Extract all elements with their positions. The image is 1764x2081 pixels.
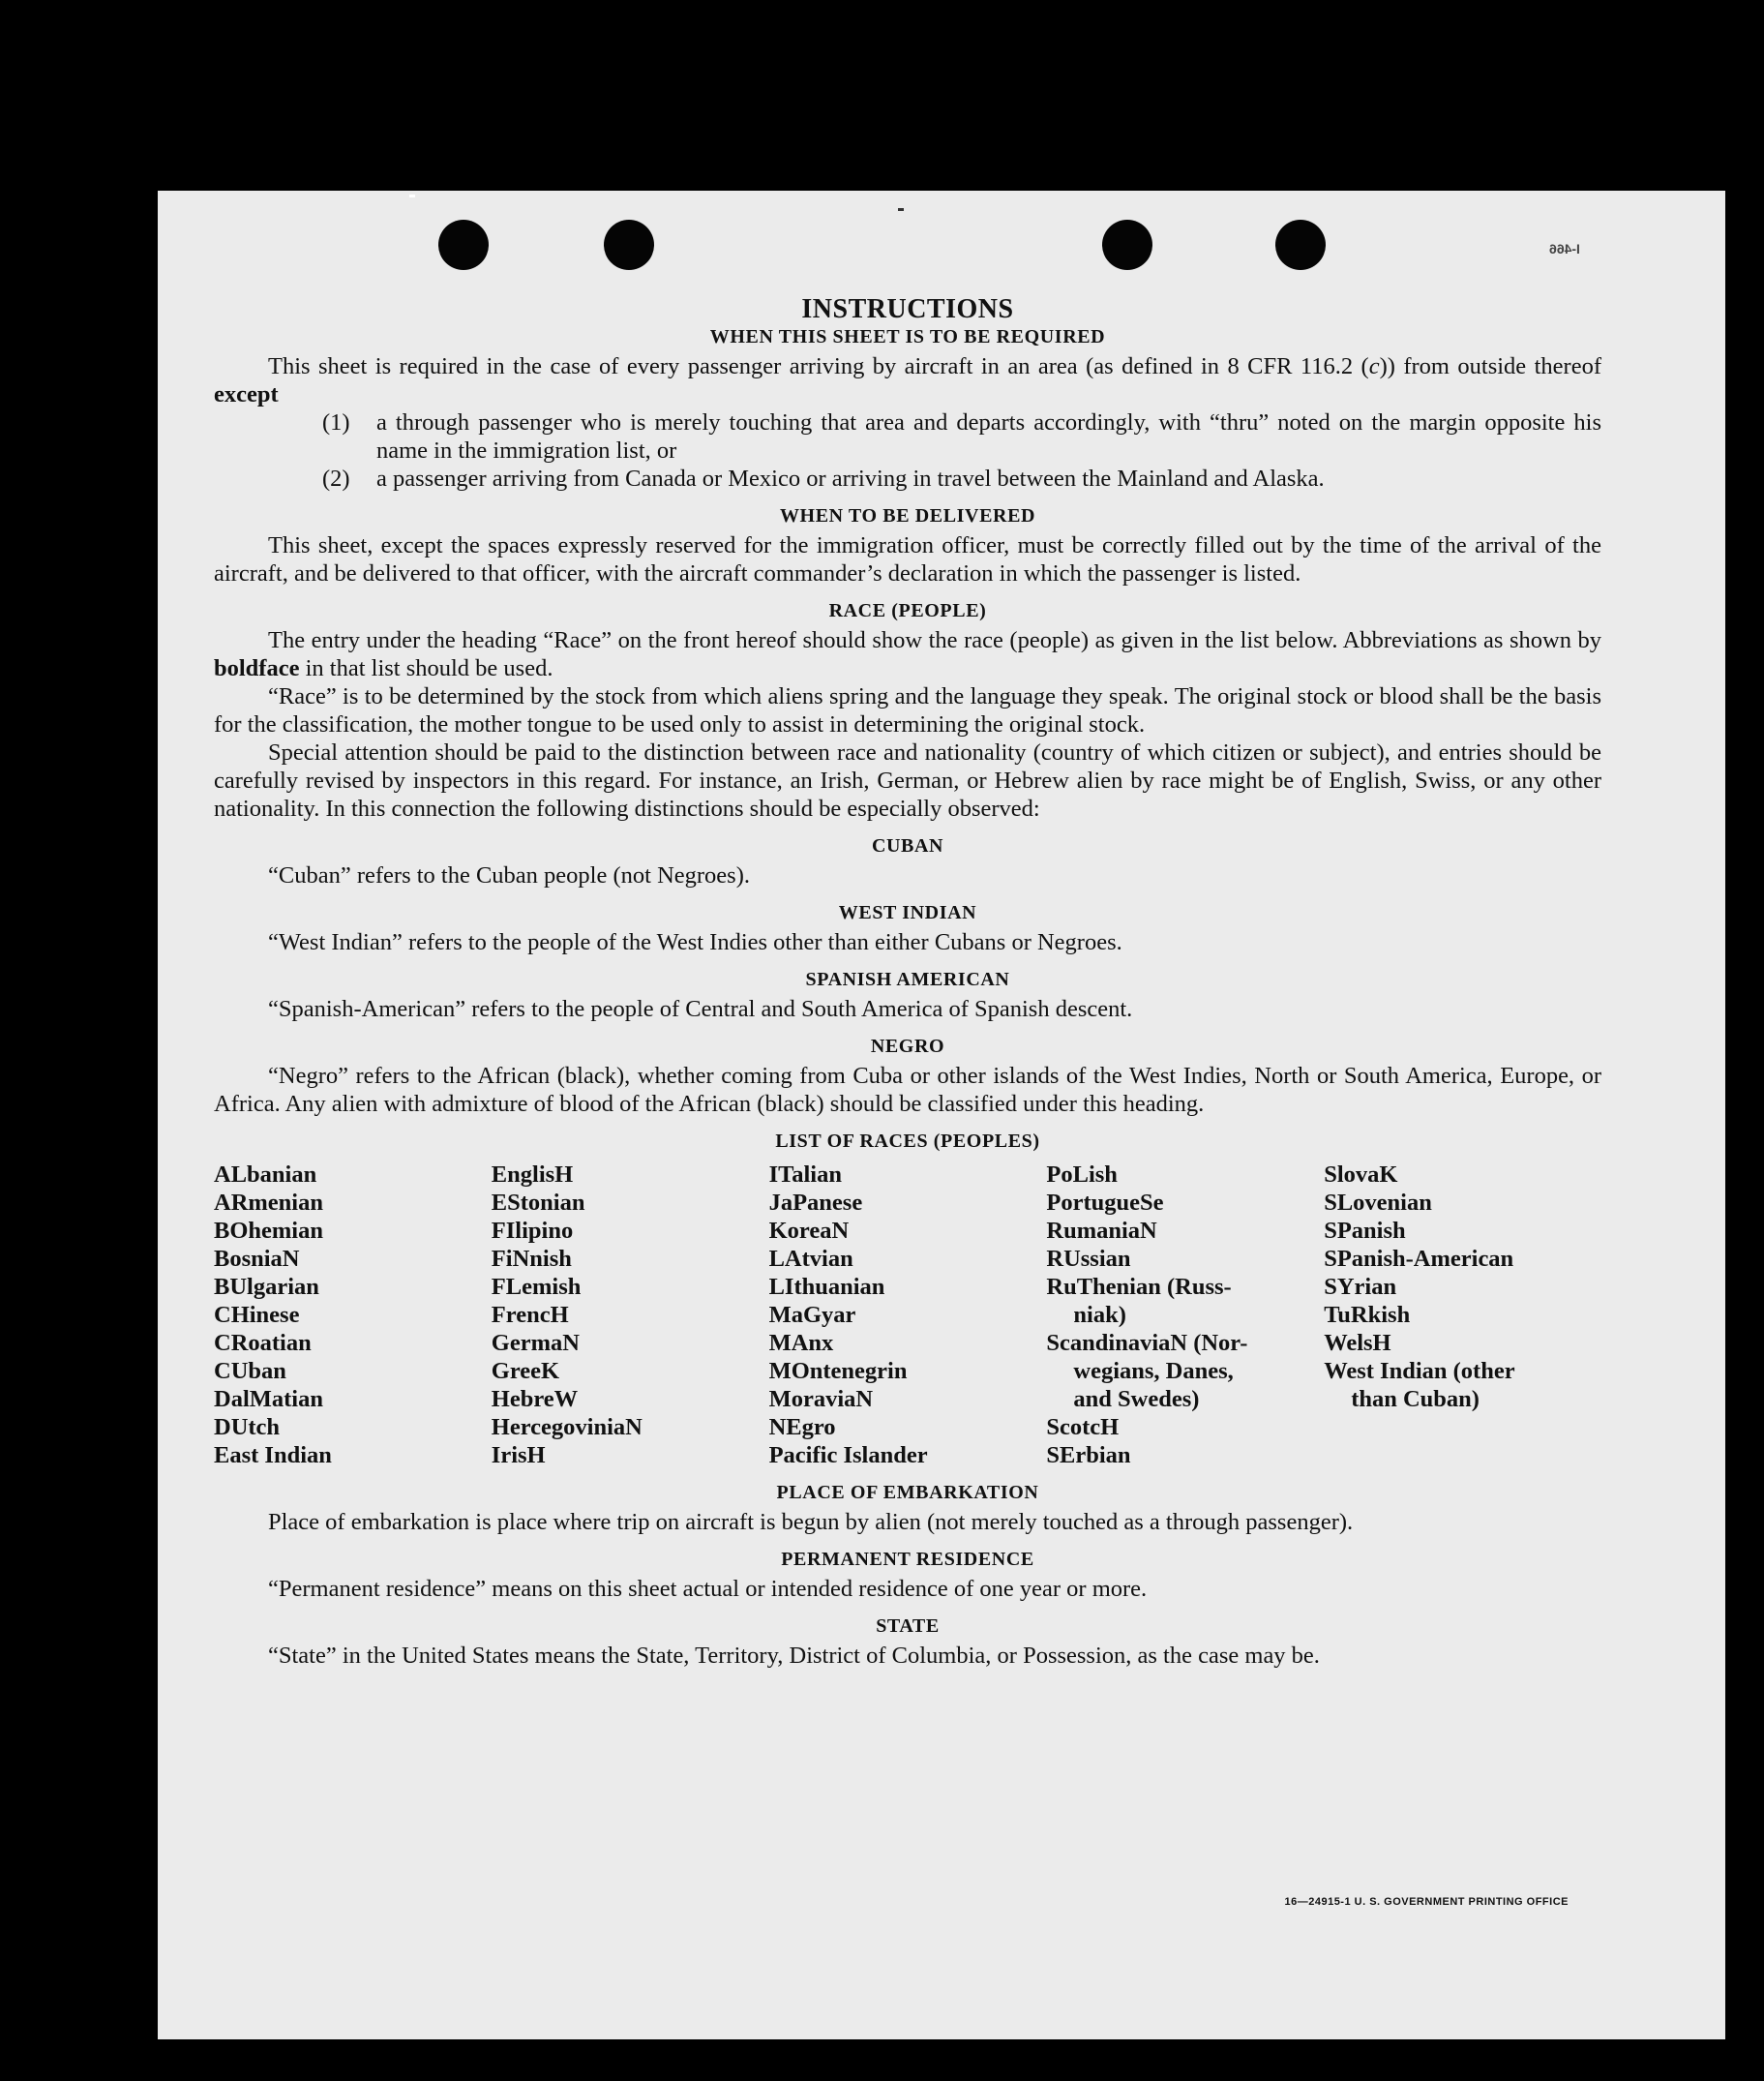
paragraph-when-required: This sheet is required in the case of every passenger arriving by aircraft in an area (as defined in 8 CFR 116.2 (c)) from outside thereof except [214,353,1601,407]
race-entry: PoLish [1046,1161,1118,1188]
race-entry: KoreaN [768,1218,850,1244]
paragraph-state: “State” in the United States means the State, Territory, District of Columbia, or Possession, as the case may be. [268,1643,1320,1669]
race-entry: MOntenegrin [768,1358,908,1384]
race-entry: ScandinaviaN (Nor- [1046,1330,1248,1356]
race-entry: FLemish [491,1274,582,1300]
race-entry: DUtch [214,1414,281,1440]
paragraph-race-2: “Race” is to be determined by the stock from which aliens spring and the language they speak. The original stock or blood shall be the basis for the classification, the mother tongue to be used only to assist in determining the original stock. [214,683,1601,738]
race-entry: LAtvian [768,1246,853,1272]
exception-item: (1) a through passenger who is merely touching that area and departs accordingly, with “thru” noted on the margin opposite his name in the immigration list, or [322,409,1601,464]
race-entry: MoraviaN [768,1386,874,1412]
races-column [1046,1161,1324,1469]
race-entry: LIthuanian [768,1274,885,1300]
race-entry: SLovenian [1324,1190,1432,1216]
race-entry: EnglisH [491,1161,574,1188]
heading-state: STATE [876,1615,940,1637]
race-entry-continued: than Cuban) [1351,1386,1480,1412]
race-entry: GermaN [491,1330,580,1356]
races-column [1324,1161,1601,1469]
race-entry: RUssian [1046,1246,1131,1272]
race-entry: Pacific Islander [768,1442,928,1468]
race-entry: SlovaK [1324,1161,1398,1188]
race-entry: SPanish-American [1324,1246,1514,1272]
race-entry: MAnx [768,1330,834,1356]
races-column [769,1161,1047,1469]
race-entry: BUlgarian [214,1274,319,1300]
race-entry: FrencH [491,1302,569,1328]
heading-when-required: WHEN THIS SHEET IS TO BE REQUIRED [709,326,1106,347]
race-entry: East Indian [214,1442,332,1468]
races-column [492,1161,769,1469]
race-entry: RuThenian (Russ- [1046,1274,1232,1300]
heading-west-indian: WEST INDIAN [838,902,977,923]
race-entry: FiNnish [491,1246,572,1272]
race-entry: CHinese [214,1302,300,1328]
heading-permanent-residence: PERMANENT RESIDENCE [781,1549,1034,1570]
page-code: I-466 [1549,241,1580,256]
race-entry: CRoatian [214,1330,312,1356]
heading-when-delivered: WHEN TO BE DELIVERED [779,505,1036,527]
paragraph-race-3: Special attention should be paid to the distinction between race and nationality (country of which citizen or subject), and entries should be carefully revised by inspectors in this regard. For instance, an Irish, German, or Hebrew alien by race might be of English, Swiss, or any other nationality. In this connection the following distinctions should be especially observed: [214,739,1601,822]
heading-negro: NEGRO [870,1036,945,1057]
paragraph-spanish-american: “Spanish-American” refers to the people of Central and South America of Spanish descent. [268,996,1133,1022]
race-entry: SPanish [1324,1218,1406,1244]
printing-office-footer: 16—24915-1 U. S. GOVERNMENT PRINTING OFFICE [1284,1896,1569,1908]
race-entry: BOhemian [214,1218,323,1244]
race-entry: ALbanian [214,1161,317,1188]
heading-spanish-american: SPANISH AMERICAN [805,969,1010,990]
race-entry: DalMatian [214,1386,323,1412]
punch-hole [1102,220,1152,270]
race-entry: EStonian [491,1190,585,1216]
page-title: INSTRUCTIONS [801,294,1014,324]
races-column [214,1161,492,1469]
races-list [214,1161,1601,1469]
race-entry: GreeK [491,1358,560,1384]
punch-hole [438,220,489,270]
race-entry: RumaniaN [1046,1218,1157,1244]
race-entry: MaGyar [768,1302,856,1328]
race-entry: PortugueSe [1046,1190,1164,1216]
paragraph-west-indian: “West Indian” refers to the people of the West Indies other than either Cubans or Negroes. [268,929,1122,955]
race-entry: SYrian [1324,1274,1397,1300]
race-entry: WelsH [1324,1330,1391,1356]
race-entry: HercegoviniaN [491,1414,643,1440]
race-entry: ScotcH [1046,1414,1120,1440]
race-entry: FIlipino [491,1218,574,1244]
race-entry: CUban [214,1358,286,1384]
race-entry: JaPanese [768,1190,863,1216]
paragraph-embarkation: Place of embarkation is place where trip on aircraft is begun by alien (not merely touched as a through passenger). [268,1509,1354,1535]
paragraph-negro: “Negro” refers to the African (black), whether coming from Cuba or other islands of the West Indies, North or South America, Europe, or Africa. Any alien with admixture of blood of the African (black) should be classified under this heading. [214,1063,1601,1117]
race-entry: NEgro [768,1414,836,1440]
race-entry-continued: wegians, Danes, [1073,1358,1234,1384]
heading-list-of-races: LIST OF RACES (PEOPLES) [775,1131,1040,1152]
race-entry-continued: niak) [1073,1302,1126,1328]
race-entry: ITalian [768,1161,842,1188]
paragraph-cuban: “Cuban” refers to the Cuban people (not Negroes). [268,862,750,889]
document-page [158,191,1725,2039]
race-entry: IrisH [491,1442,546,1468]
race-entry: ARmenian [214,1190,323,1216]
race-entry: SErbian [1046,1442,1131,1468]
heading-race: RACE (PEOPLE) [828,600,987,621]
instructions-body [214,295,1601,1670]
exception-item: (2) a passenger arriving from Canada or Mexico or arriving in travel between the Mainland and Alaska. [322,466,1325,492]
heading-embarkation: PLACE OF EMBARKATION [776,1482,1039,1503]
race-entry: TuRkish [1324,1302,1411,1328]
heading-cuban: CUBAN [871,835,944,857]
punch-hole [604,220,654,270]
punch-hole [1275,220,1326,270]
paragraph-race-1: The entry under the heading “Race” on the front hereof should show the race (people) as given in the list below. Abbreviations as shown by boldface in that list should be used. [214,627,1601,681]
race-entry: BosniaN [214,1246,300,1272]
paragraph-permanent-residence: “Permanent residence” means on this sheet actual or intended residence of one year or more. [268,1576,1148,1602]
race-entry: HebreW [491,1386,579,1412]
paragraph-when-delivered: This sheet, except the spaces expressly reserved for the immigration officer, must be correctly filled out by the time of the arrival of the aircraft, and be delivered to that officer, with the aircraft commander’s declaration in which the passenger is listed. [214,532,1601,587]
race-entry-continued: and Swedes) [1073,1386,1200,1412]
race-entry: West Indian (other [1324,1358,1515,1384]
